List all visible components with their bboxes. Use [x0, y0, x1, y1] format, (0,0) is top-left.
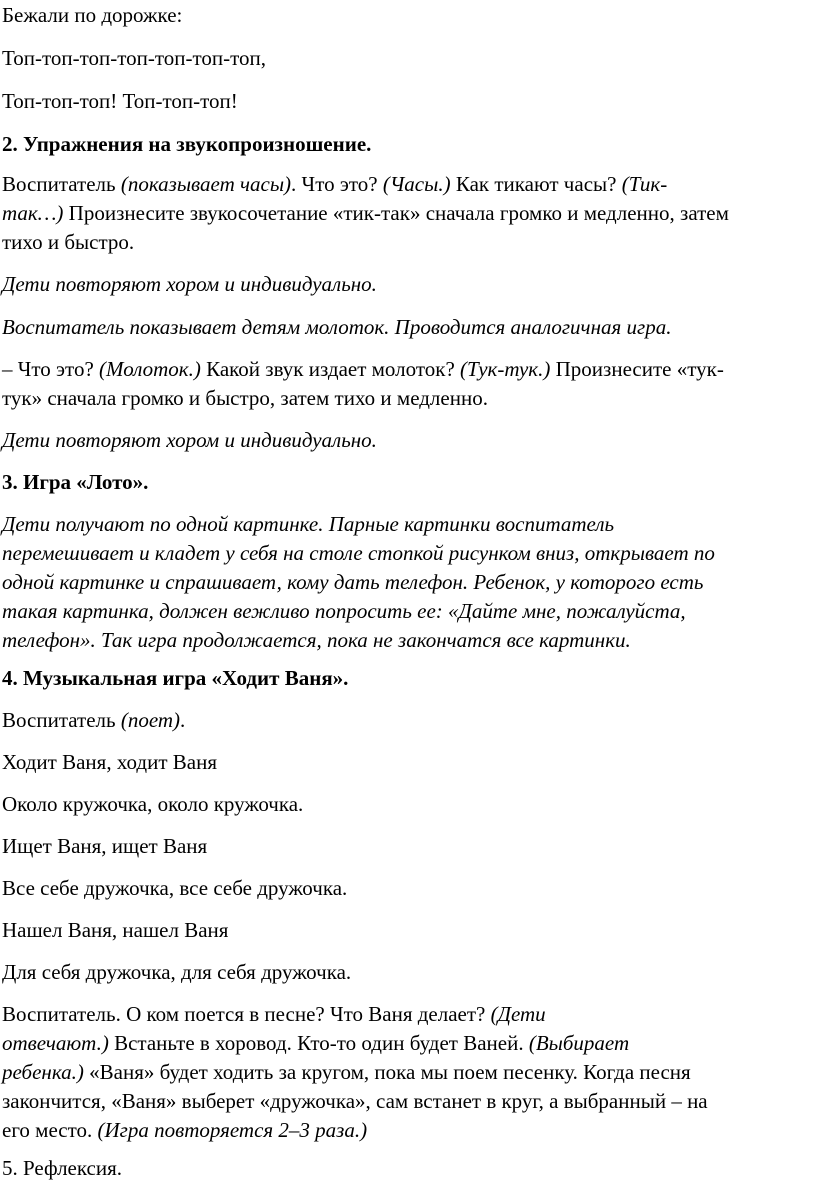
- text: его место.: [2, 1118, 98, 1142]
- text: .: [180, 708, 186, 732]
- stage-direction: (Дети: [490, 1002, 546, 1026]
- answer: (Тук-тук.): [460, 357, 551, 381]
- text: Произнесите «тук-: [550, 357, 724, 381]
- text: Встаньте в хоровод. Кто-то один будет Ваней.: [108, 1031, 529, 1055]
- answer: (Тик-: [621, 172, 668, 196]
- text: Как тикают часы?: [450, 172, 622, 196]
- song-line-6: Для себя дружочка, для себя дружочка.: [2, 960, 352, 984]
- section-3-heading: 3. Игра «Лото».: [2, 470, 149, 494]
- answer: так…): [2, 201, 64, 225]
- song-line-3: Ищет Ваня, ищет Ваня: [2, 834, 208, 858]
- stage-direction: отвечают.): [2, 1031, 109, 1055]
- section-2-paragraph-5: Дети повторяют хором и индивидуально.: [2, 428, 377, 452]
- section-4-intro: [2, 706, 812, 735]
- text: «Ваня» будет ходить за кругом, пока мы поем песенку. Когда песня: [83, 1060, 691, 1084]
- answer: (Часы.): [382, 172, 451, 196]
- text-line: одной картинке и спрашивает, кому дать телефон. Ребенок, у которого есть: [2, 570, 704, 594]
- section-2-paragraph-4: [2, 355, 812, 413]
- text: – Что это?: [2, 357, 100, 381]
- text: закончится, «Ваня» выберет «дружочка», сам встанет в круг, а выбранный – на: [2, 1089, 708, 1113]
- text: . Что это?: [291, 172, 383, 196]
- section-2-heading: 2. Упражнения на звукопроизношение.: [2, 132, 372, 156]
- section-3-paragraph: [2, 510, 812, 655]
- section-4-heading: 4. Музыкальная игра «Ходит Ваня».: [2, 666, 349, 690]
- verse-line-1: Бежали по дорожке:: [2, 3, 183, 27]
- stage-direction: (поет): [120, 708, 181, 732]
- text: Воспитатель: [2, 172, 121, 196]
- song-line-2: Около кружочка, около кружочка.: [2, 792, 304, 816]
- section-2-paragraph-3: Воспитатель показывает детям молоток. Проводится аналогичная игра.: [2, 315, 672, 339]
- section-2-paragraph-2: Дети повторяют хором и индивидуально.: [2, 272, 377, 296]
- text-line: такая картинка, должен вежливо попросить ее: «Дайте мне, пожалуйста,: [2, 599, 686, 623]
- stage-direction: (Выбирает: [528, 1031, 630, 1055]
- text: Какой звук издает молоток?: [200, 357, 461, 381]
- song-line-4: Все себе дружочка, все себе дружочка.: [2, 876, 348, 900]
- text: тихо и быстро.: [2, 230, 135, 254]
- section-4-final-paragraph: [2, 1000, 812, 1145]
- song-line-1: Ходит Ваня, ходит Ваня: [2, 750, 217, 774]
- answer: (Молоток.): [99, 357, 201, 381]
- text: Воспитатель. О ком поется в песне? Что Ваня делает?: [2, 1002, 491, 1026]
- verse-line-3: Топ-топ-топ! Топ-топ-топ!: [2, 89, 238, 113]
- section-2-paragraph-1: [2, 170, 812, 257]
- text-line: перемешивает и кладет у себя на столе стопкой рисунком вниз, открывает по: [2, 541, 715, 565]
- song-line-5: Нашел Ваня, нашел Ваня: [2, 918, 229, 942]
- stage-direction: (Игра повторяется 2–3 раза.): [97, 1118, 368, 1142]
- text: Воспитатель: [2, 708, 121, 732]
- text: тук» сначала громко и быстро, затем тихо и медленно.: [2, 386, 488, 410]
- text: Произнесите звукосочетание «тик-так» сначала громко и медленно, затем: [63, 201, 729, 225]
- text-line: Дети получают по одной картинке. Парные картинки воспитатель: [2, 512, 615, 536]
- stage-direction: (показывает часы): [120, 172, 292, 196]
- text-line: телефон». Так игра продолжается, пока не закончатся все картинки.: [2, 628, 631, 652]
- stage-direction: ребенка.): [2, 1060, 84, 1084]
- verse-line-2: Топ-топ-топ-топ-топ-топ-топ,: [2, 46, 267, 70]
- section-5-heading: 5. Рефлексия.: [2, 1156, 123, 1180]
